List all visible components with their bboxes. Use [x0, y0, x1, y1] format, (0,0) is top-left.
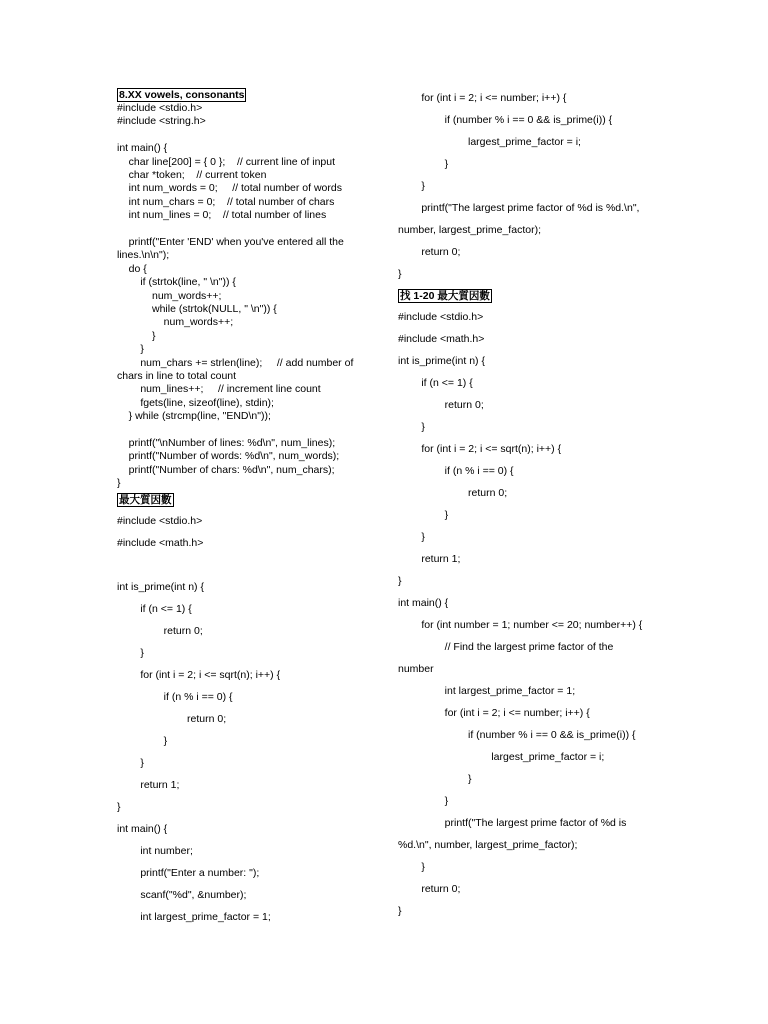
code-line: lines.\n\n"); [117, 249, 170, 262]
code-line: #include <math.h> [117, 537, 204, 549]
code-line: } [117, 343, 144, 356]
code-line: } [117, 647, 144, 659]
code-line: return 0; [398, 487, 508, 499]
code-line: #include <string.h> [117, 115, 206, 128]
code-line: printf("Number of words: %d\n", num_words); [117, 450, 340, 463]
code-line: } [398, 861, 425, 873]
code-line: int largest_prime_factor = 1; [117, 911, 271, 923]
code-line: } [117, 329, 156, 342]
code-line: #include <stdio.h> [398, 311, 484, 323]
code-line: } [398, 773, 472, 785]
code-line: } [398, 531, 425, 543]
code-line: // Find the largest prime factor of the [398, 641, 614, 653]
code-line: num_words++; [117, 316, 234, 329]
code-line: printf("The largest prime factor of %d is %d.\n", [398, 202, 640, 214]
code-line: int is_prime(int n) { [398, 355, 485, 367]
code-line: return 0; [398, 246, 461, 258]
code-line: return 1; [117, 779, 180, 791]
code-line: if (n % i == 0) { [398, 465, 514, 477]
code-line: } [117, 735, 168, 747]
code-line: int is_prime(int n) { [117, 581, 204, 593]
code-line: int main() { [117, 142, 168, 155]
code-line: for (int number = 1; number <= 20; number++) { [398, 619, 643, 631]
code-line: char line[200] = { 0 }; // current line of input [117, 155, 336, 168]
code-line: int number; [117, 845, 193, 857]
code-line: } [398, 795, 449, 807]
code-line: int largest_prime_factor = 1; [398, 685, 576, 697]
code-line: chars in line to total count [117, 370, 237, 382]
code-line: if (number % i == 0 && is_prime(i)) { [398, 729, 636, 741]
code-line: int num_chars = 0; // total number of chars [117, 195, 335, 208]
code-line: fgets(line, sizeof(line), stdin); [117, 396, 274, 409]
code-line: } [398, 180, 425, 192]
code-line: } while (strcmp(line, "END\n")); [117, 410, 271, 423]
code-line: return 0; [117, 625, 203, 637]
code-line: return 1; [398, 553, 461, 565]
code-line: char *token; // current token [117, 169, 267, 181]
code-line: } [398, 421, 425, 433]
code-line: printf("The largest prime factor of %d is [398, 817, 627, 829]
code-line: return 0; [117, 713, 227, 725]
code-line: num_words++; [117, 289, 222, 302]
code-line: int main() { [117, 823, 168, 835]
code-line: if (n % i == 0) { [117, 691, 233, 703]
code-line: printf("Enter 'END' when you've entered all the [117, 236, 344, 248]
code-line: while (strtok(NULL, " \n")) { [117, 303, 277, 315]
code-line: int main() { [398, 597, 449, 609]
code-line: if (number % i == 0 && is_prime(i)) { [398, 114, 613, 126]
section-heading-largest-prime: 最大質因數 [119, 494, 172, 506]
code-line: } [398, 575, 402, 587]
code-line: int num_words = 0; // total number of words [117, 182, 342, 195]
code-line: scanf("%d", &number); [117, 889, 247, 901]
code-line: return 0; [398, 883, 461, 895]
code-line: number, largest_prime_factor); [398, 224, 541, 236]
code-line: } [398, 268, 402, 280]
code-line: return 0; [398, 399, 484, 411]
code-line: if (strtok(line, " \n")) { [117, 276, 236, 289]
code-line: num_lines++; // increment line count [117, 383, 321, 396]
section-heading-1-20: 找 1-20 最大質因數 [400, 290, 490, 302]
code-line: number [398, 663, 434, 675]
code-line: num_chars += strlen(line); // add number of [117, 356, 354, 369]
code-line: } [398, 158, 449, 170]
code-line: largest_prime_factor = i; [398, 751, 605, 763]
code-line: printf("\nNumber of lines: %d\n", num_lines); [117, 437, 336, 449]
code-line: } [398, 905, 402, 917]
section-heading-vowels: 8.XX vowels, consonants [119, 89, 245, 101]
code-line: largest_prime_factor = i; [398, 136, 581, 148]
code-line: if (n <= 1) { [117, 603, 192, 615]
code-line: #include <stdio.h> [117, 515, 203, 527]
code-line: do { [117, 262, 147, 275]
code-line: } [117, 801, 121, 813]
code-line: #include <math.h> [398, 333, 485, 345]
code-line: for (int i = 2; i <= number; i++) { [398, 707, 590, 719]
code-line: for (int i = 2; i <= number; i++) { [398, 92, 567, 104]
code-line: if (n <= 1) { [398, 377, 473, 389]
code-line: } [398, 509, 449, 521]
code-line: } [117, 757, 144, 769]
code-line: printf("Enter a number: "); [117, 867, 260, 879]
code-line: #include <stdio.h> [117, 102, 203, 114]
code-line: for (int i = 2; i <= sqrt(n); i++) { [398, 443, 562, 455]
code-line: } [117, 477, 121, 490]
code-line: %d.\n", number, largest_prime_factor); [398, 839, 578, 851]
code-line: printf("Number of chars: %d\n", num_chars); [117, 463, 335, 476]
code-line: for (int i = 2; i <= sqrt(n); i++) { [117, 669, 281, 681]
code-line: int num_lines = 0; // total number of lines [117, 209, 327, 222]
